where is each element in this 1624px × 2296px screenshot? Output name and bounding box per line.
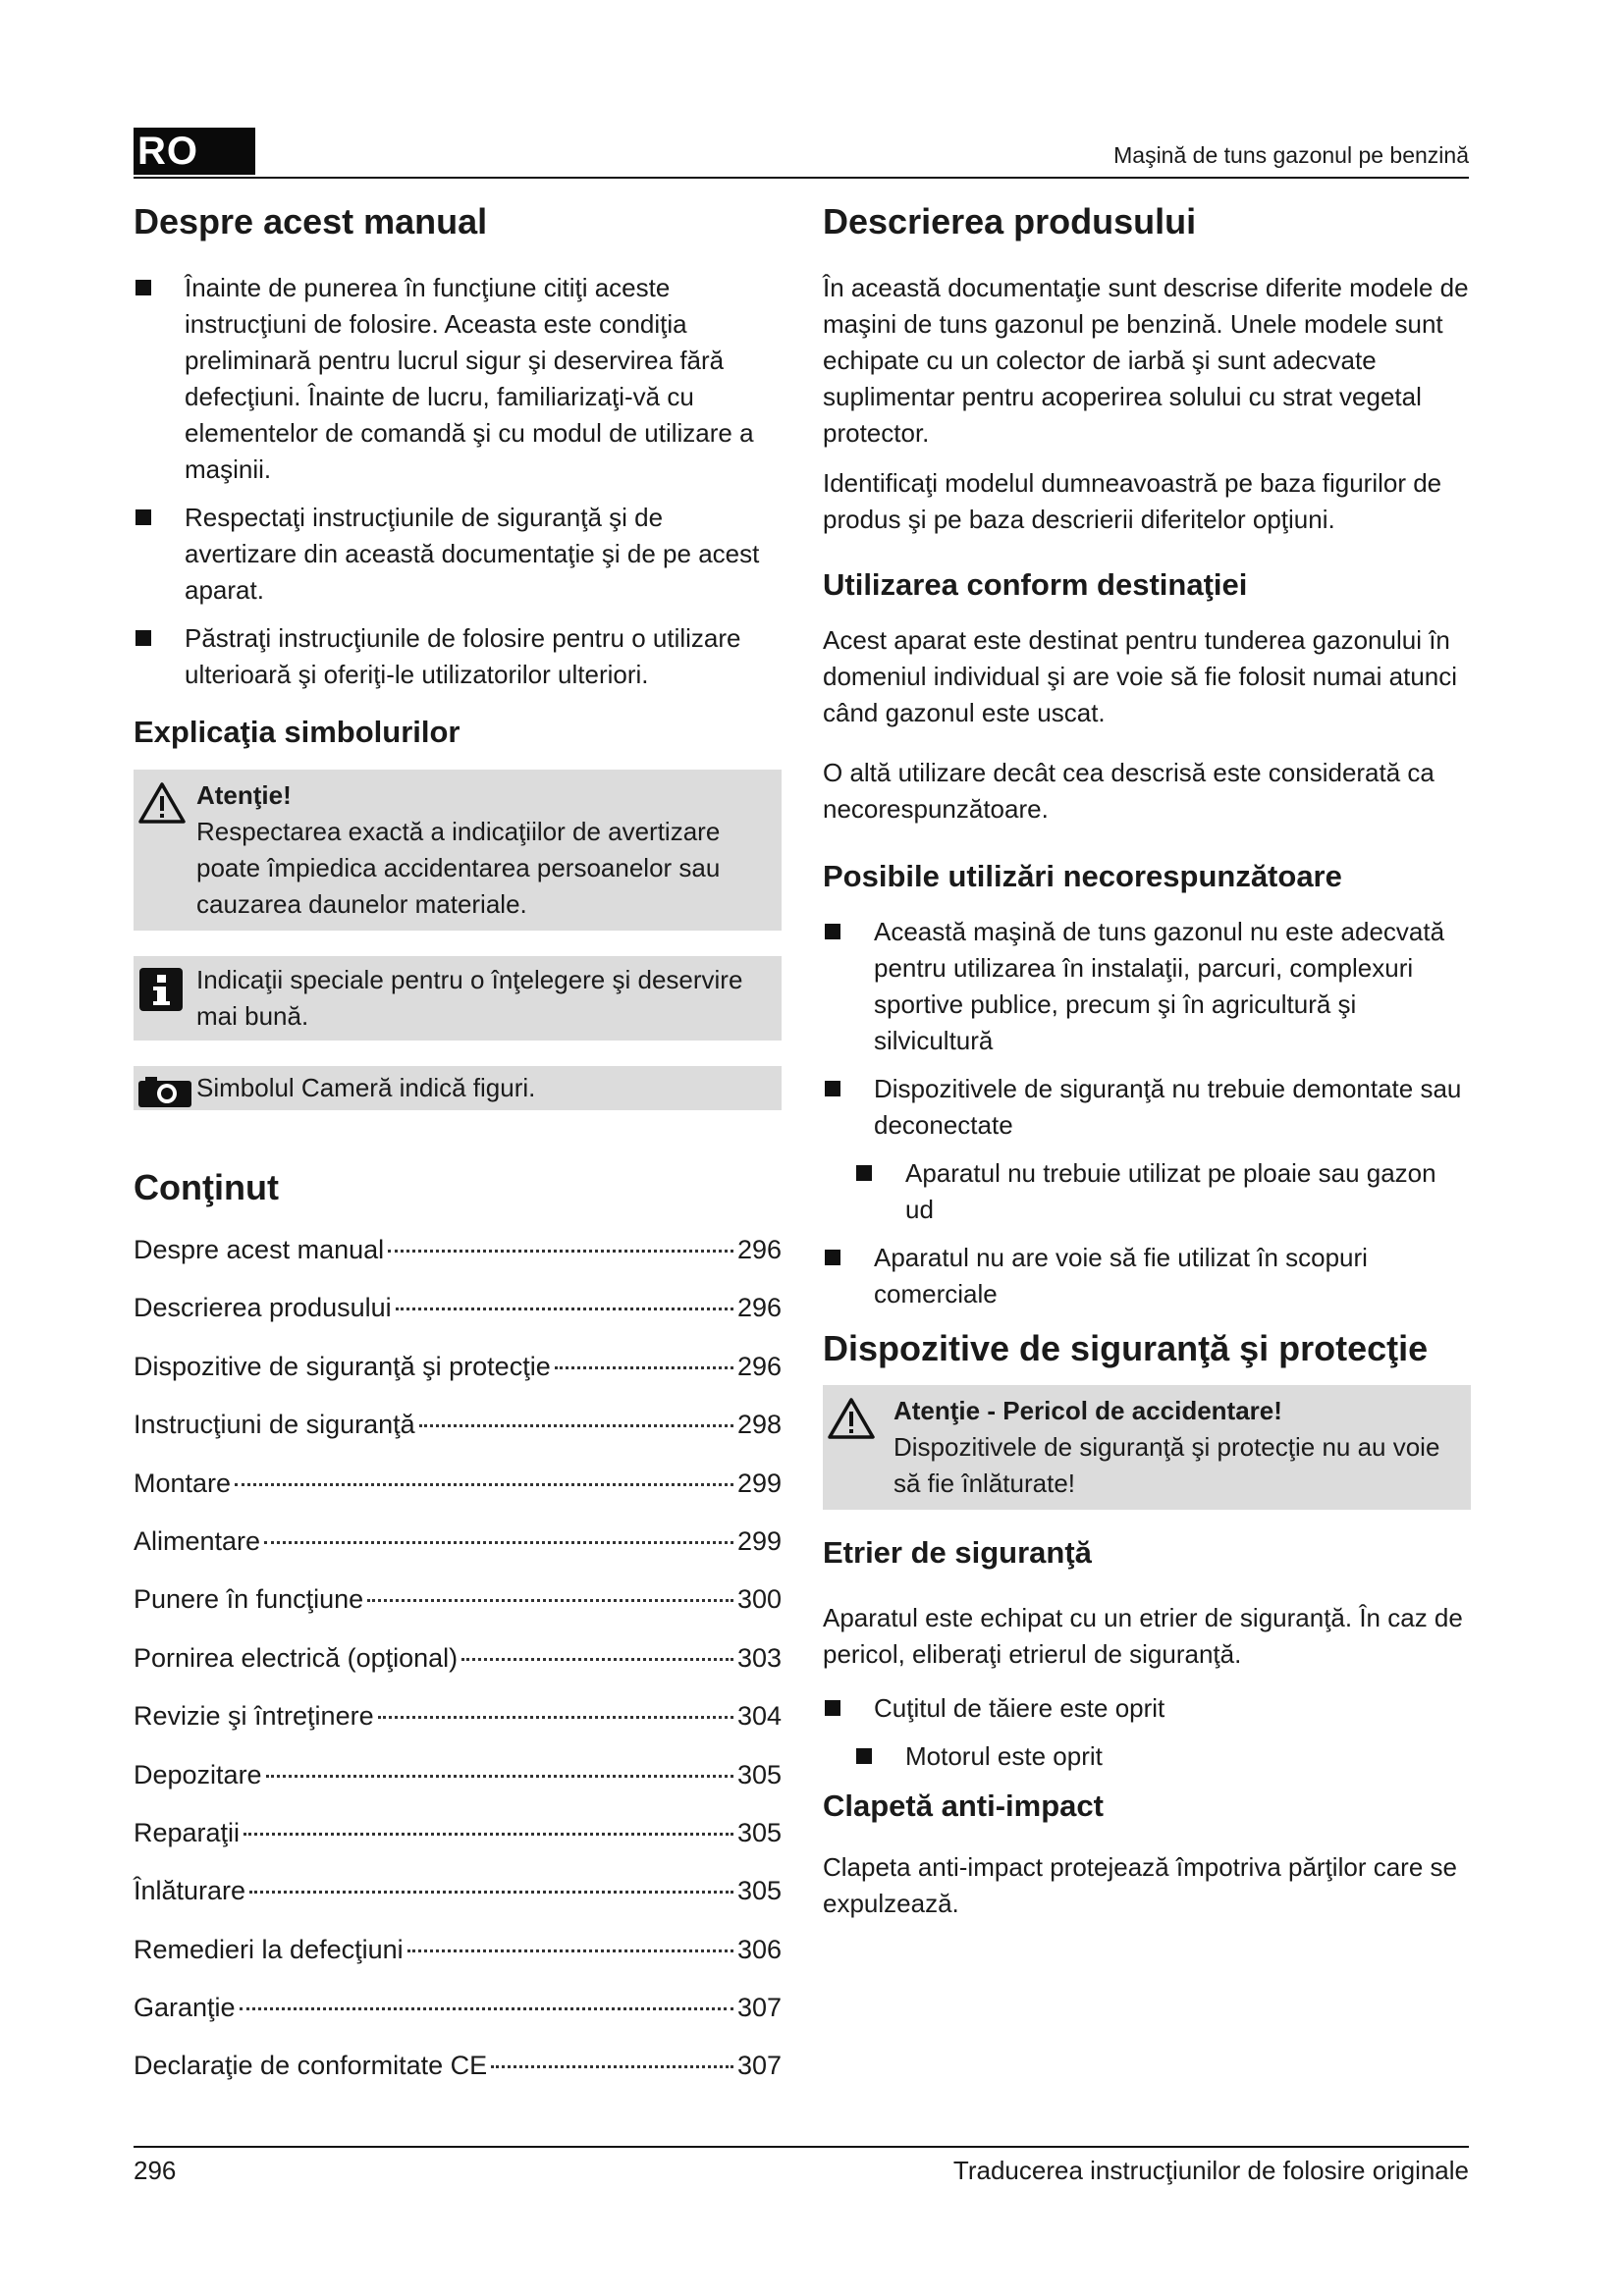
toc-entry-label: Reparaţii [134, 1817, 241, 1847]
toc-entry-label: Alimentare [134, 1525, 261, 1556]
toc-entry-label: Depozitare [134, 1759, 262, 1789]
intended-use-heading: Utilizarea conform destinaţiei [823, 567, 1248, 602]
list-item: Înainte de punerea în funcţiune citiţi aceste instrucţiuni de folosire. Aceasta este condiţia preliminară pentru lucrul sigur şi deservirea fără defecţiuni. Înainte de lucru, familiarizaţi-vă cu elementelor de comandă şi cu modul de utilizare a maşinii. [134, 270, 782, 488]
toc-entry-page: 307 [736, 2051, 782, 2081]
toc-entry [134, 1930, 782, 1988]
toc-entry [134, 1230, 782, 1288]
toc-entry-label: Despre acest manual [134, 1235, 385, 1264]
bail-heading: Etrier de siguranţă [823, 1535, 1092, 1570]
toc-entry [134, 2046, 782, 2104]
language-tag: RO [134, 128, 255, 175]
toc-entry [134, 1405, 782, 1463]
camera-icon [137, 1075, 192, 1118]
toc-entry-page: 296 [736, 1351, 782, 1381]
toc-entry-label: Remedieri la defecţiuni [134, 1934, 404, 1964]
toc-entry-page: 296 [736, 1235, 782, 1264]
toc-entry-page: 305 [736, 1817, 782, 1847]
toc-entry-page: 298 [736, 1410, 782, 1440]
toc-entry [134, 1696, 782, 1754]
toc-entry [134, 1638, 782, 1696]
right-column [823, 201, 1471, 1936]
intended-use-paragraph-1: Acest aparat este destinat pentru tunderea gazonului în domeniul individual şi are voie să fie folosit numai atunci când gazonul este uscat. [823, 625, 1458, 727]
toc-entry-page: 303 [736, 1642, 782, 1673]
list-item: Această maşină de tuns gazonul nu este adecvată pentru utilizarea în instalaţii, parcuri, complexuri sportive publice, precum şi în agricultură şi silvicultură [823, 914, 1471, 1059]
warning-triangle-icon [137, 781, 187, 834]
toc-entry [134, 1813, 782, 1871]
toc-entry [134, 1522, 782, 1579]
page-footer [134, 2146, 1469, 2185]
toc-leader-dots [264, 1541, 733, 1544]
toc-entry-page: 299 [736, 1525, 782, 1556]
toc-entry-label: Instrucţiuni de siguranţă [134, 1410, 415, 1440]
toc-entry-label: Declaraţie de conformitate CE [134, 2051, 488, 2081]
toc-entry-label: Punere în funcţiune [134, 1584, 364, 1615]
description-paragraph-2: Identificaţi modelul dumneavoastră pe baza figurilor de produs şi pe baza descrierii diferitelor opţiuni. [823, 468, 1442, 534]
toc-entry-label: Pornirea electrică (opţional) [134, 1642, 459, 1673]
toc-leader-dots [388, 1250, 733, 1253]
warning-triangle-icon [827, 1397, 876, 1450]
info-text: Indicaţii speciale pentru o înţelegere şi deservire mai bună. [196, 965, 743, 1031]
misuse-list [823, 914, 1471, 1312]
toc-entry-page: 299 [736, 1468, 782, 1498]
warning-text: Respectarea exactă a indicaţiilor de avertizare poate împiedica accidentarea persoanelor sau cauzarea daunelor materiale. [196, 817, 721, 919]
about-heading: Despre acest manual [134, 201, 488, 241]
warning-title: Atenţie! [196, 780, 292, 810]
info-note [134, 956, 782, 1041]
toc-entry [134, 1347, 782, 1405]
left-column [134, 201, 782, 2105]
toc-leader-dots [407, 1949, 733, 1952]
toc-entry-page: 300 [736, 1584, 782, 1615]
description-paragraph-1: În această documentaţie sunt descrise diferite modele de maşini de tuns gazonul pe benzină. Unele modele sunt echipate cu un colector de iarbă şi sunt adecvate suplimentar pentru acoperirea solului cu strat vegetal protector. [823, 273, 1469, 448]
toc-leader-dots [367, 1599, 733, 1602]
list-item: Respectaţi instrucţiunile de siguranţă şi de avertizare din această documentaţie şi de pe acest aparat. [134, 500, 782, 609]
camera-text: Simbolul Cameră indică figuri. [196, 1073, 536, 1102]
toc-entry-label: Dispozitive de siguranţă şi protecţie [134, 1351, 551, 1381]
toc-entry-label: Revizie şi întreţinere [134, 1701, 374, 1732]
toc-entry-label: Garanţie [134, 1993, 236, 2023]
toc-leader-dots [244, 1833, 733, 1836]
bail-paragraph: Aparatul este echipat cu un etrier de siguranţă. În caz de pericol, eliberaţi etrierul de siguranţă. [823, 1603, 1463, 1669]
toc-entry-page: 306 [736, 1934, 782, 1964]
flap-heading: Clapetă anti-impact [823, 1789, 1104, 1823]
toc-entry-page: 307 [736, 1993, 782, 2023]
toc-entry [134, 1288, 782, 1346]
info-icon [137, 966, 185, 1023]
toc-entry [134, 1579, 782, 1637]
toc-entry-page: 296 [736, 1293, 782, 1323]
toc-leader-dots [249, 1891, 733, 1894]
misuse-heading: Posibile utilizări necorespunzătoare [823, 859, 1342, 893]
list-item: Aparatul nu are voie să fie utilizat în scopuri comerciale [823, 1240, 1471, 1312]
symbols-heading: Explicaţia simbolurilor [134, 715, 460, 749]
toc-entry-page: 305 [736, 1759, 782, 1789]
intended-use-paragraph-2: O altă utilizare decât cea descrisă este considerată ca necorespunzătoare. [823, 758, 1435, 824]
warning-note [134, 770, 782, 931]
camera-note [134, 1066, 782, 1110]
toc-leader-dots [491, 2065, 733, 2068]
toc-entry-label: Montare [134, 1468, 232, 1498]
footer-title: Traducerea instrucţiunilor de folosire originale [952, 2156, 1469, 2185]
page-number: 296 [134, 2156, 177, 2185]
bail-list [823, 1690, 1471, 1775]
toc-entry [134, 1988, 782, 2046]
description-heading: Descrierea produsului [823, 201, 1197, 241]
contents-heading: Conţinut [134, 1167, 279, 1207]
toc-leader-dots [396, 1308, 733, 1310]
toc-leader-dots [235, 1483, 733, 1486]
toc-leader-dots [461, 1658, 733, 1661]
toc-leader-dots [240, 2007, 733, 2010]
toc-entry [134, 1755, 782, 1813]
flap-paragraph: Clapeta anti-impact protejează împotriva părţilor care se expulzează. [823, 1852, 1457, 1918]
safety-heading: Dispozitive de siguranţă şi protecţie [823, 1328, 1429, 1368]
toc-leader-dots [555, 1366, 733, 1369]
toc-leader-dots [378, 1716, 733, 1719]
about-list [134, 270, 782, 693]
toc-entry-label: Descrierea produsului [134, 1293, 392, 1323]
table-of-contents [134, 1230, 782, 2105]
list-item: Motorul este oprit [823, 1738, 1471, 1775]
safety-warning-note [823, 1385, 1471, 1510]
list-item: Cuţitul de tăiere este oprit [823, 1690, 1471, 1727]
list-item: Dispozitivele de siguranţă nu trebuie demontate sau deconectate [823, 1071, 1471, 1144]
toc-entry-page: 305 [736, 1876, 782, 1906]
list-item: Păstraţi instrucţiunile de folosire pentru o utilizare ulterioară şi oferiţi-le utilizatorilor ulteriori. [134, 620, 782, 693]
toc-entry [134, 1464, 782, 1522]
toc-leader-dots [266, 1775, 733, 1778]
list-item: Aparatul nu trebuie utilizat pe ploaie sau gazon ud [823, 1155, 1471, 1228]
header-title: Maşină de tuns gazonul pe benzină [1113, 142, 1469, 168]
toc-entry-label: Înlăturare [134, 1876, 246, 1906]
page-header [134, 128, 1469, 179]
toc-entry-page: 304 [736, 1701, 782, 1732]
safety-warning-text: Dispozitivele de siguranţă şi protecţie nu au voie să fie înlăturate! [893, 1432, 1440, 1498]
toc-leader-dots [419, 1424, 733, 1427]
toc-entry [134, 1871, 782, 1929]
safety-warning-title: Atenţie - Pericol de accidentare! [893, 1396, 1282, 1425]
